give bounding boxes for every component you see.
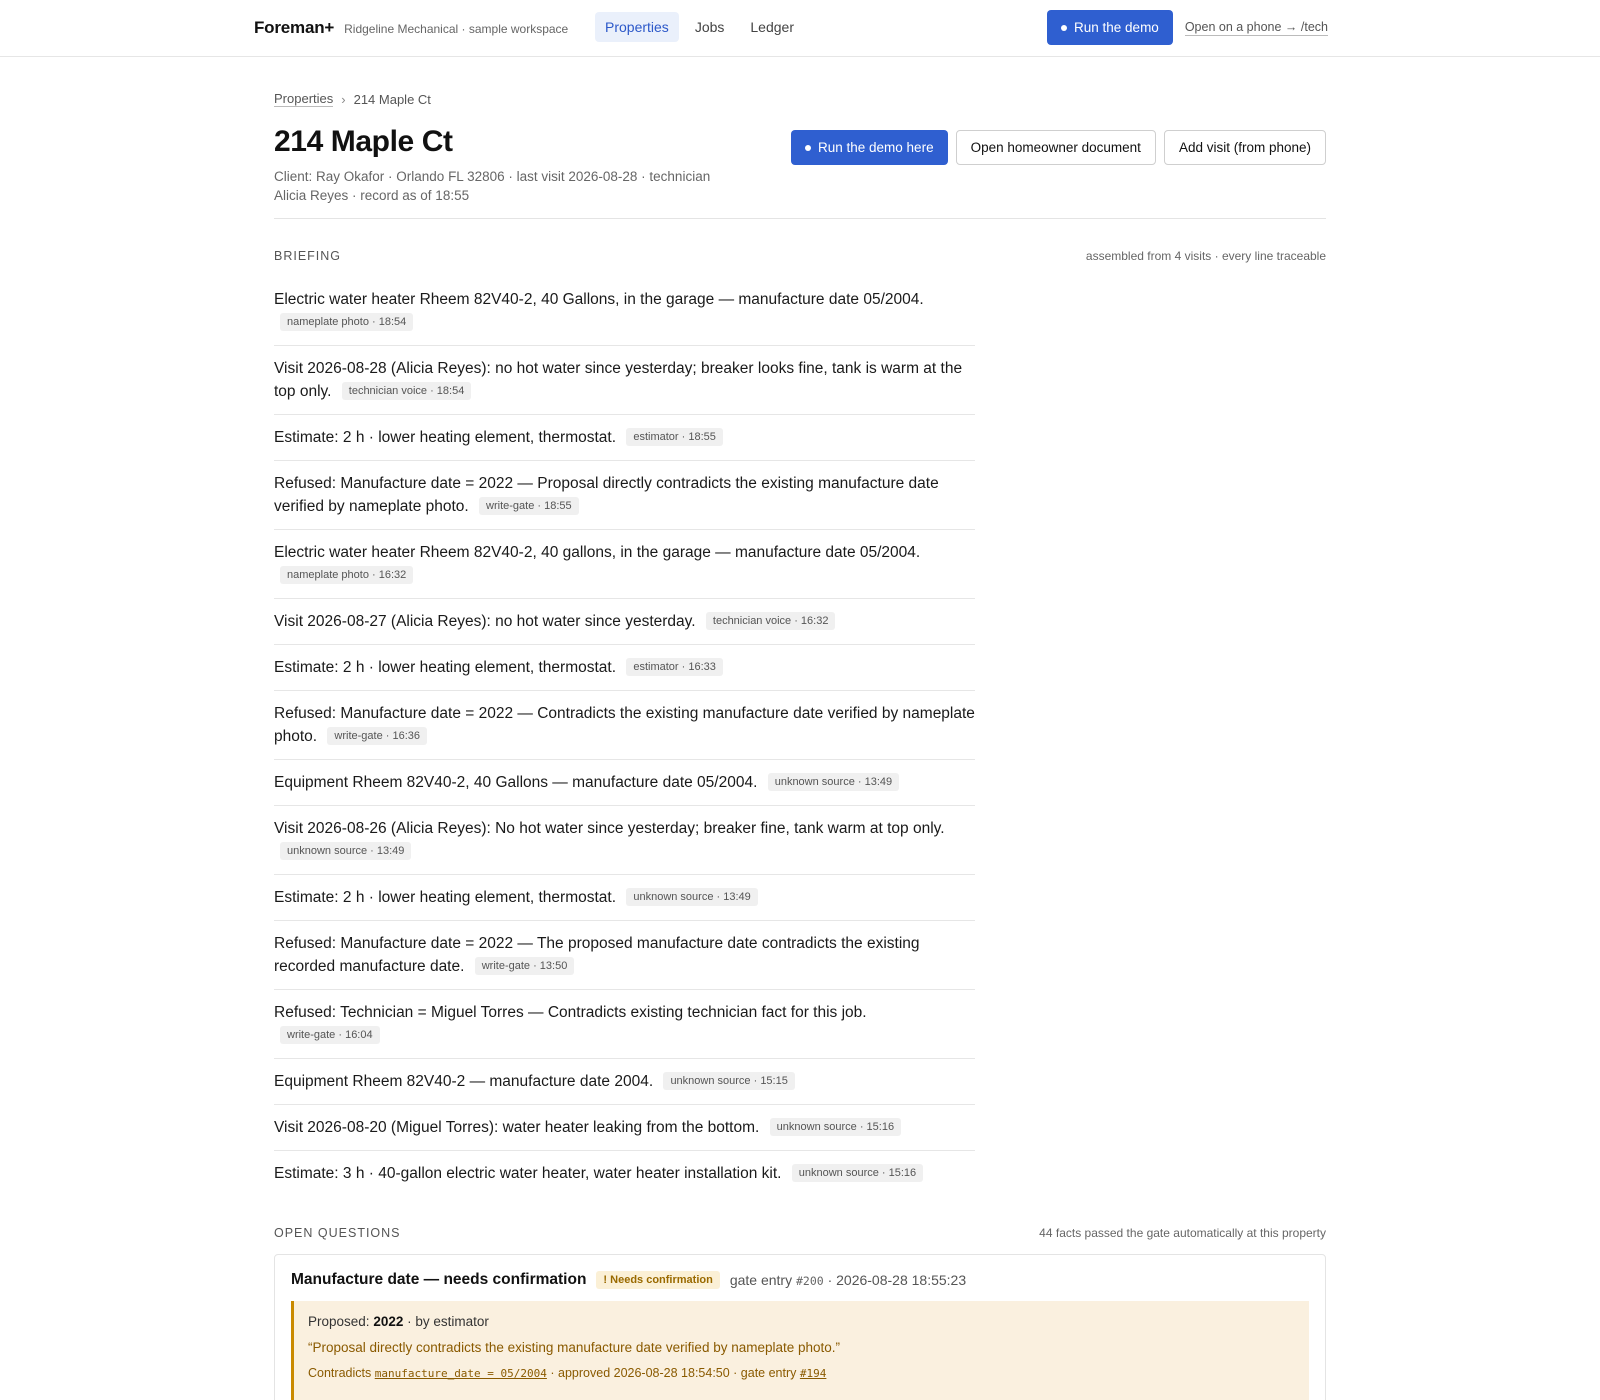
briefing-item [274, 1059, 975, 1105]
breadcrumb [274, 91, 1326, 107]
proposal-box [291, 1301, 1309, 1400]
open-on-phone-link[interactable]: Open on a phone → /tech [1184, 19, 1328, 34]
briefing-text: Refused: Technician = Miguel Torres — Contradicts existing technician fact for this job. [274, 1004, 867, 1021]
question-title: Manufacture date — needs confirmation [291, 1271, 587, 1288]
briefing-text: Refused: Manufacture date = 2022 — Proposal directly contradicts the existing manufacture date verified by nameplate photo. [274, 475, 939, 515]
briefing-item [274, 461, 975, 530]
briefing-item [274, 921, 975, 990]
open-questions-note: 44 facts passed the gate automatically at this property [1039, 1226, 1326, 1240]
nav-ledger[interactable]: Ledger [750, 19, 794, 35]
main-content [274, 91, 1326, 1400]
contradicts-meta: · approved 2026-08-28 18:54:50 · gate entry [550, 1366, 797, 1380]
open-homeowner-document-button[interactable]: Open homeowner document [956, 130, 1156, 165]
gate-entry [730, 1272, 966, 1288]
briefing-text: Equipment Rheem 82V40-2 — manufacture date 2004. [274, 1073, 654, 1090]
briefing-text: Visit 2026-08-27 (Alicia Reyes): no hot water since yesterday. [274, 613, 696, 630]
briefing-item [274, 990, 975, 1059]
proposal-reason: “Proposal directly contradicts the existing manufacture date verified by nameplate photo.” [308, 1340, 841, 1355]
briefing-item [274, 875, 975, 921]
briefing-text: Estimate: 3 h · 40-gallon electric water heater, water heater installation kit. [274, 1165, 782, 1182]
proposed-value: 2022 [373, 1314, 404, 1329]
run-demo-here-label: Run the demo here [818, 140, 934, 155]
brand [254, 18, 568, 38]
contradicts-gate-id[interactable]: #194 [799, 1367, 827, 1380]
needs-confirmation-badge: ! Needs confirmation [596, 1271, 719, 1289]
briefing-text: Electric water heater Rheem 82V40-2, 40 Gallons, in the garage — manufacture date 05/2004. [274, 291, 924, 308]
dot-icon [805, 145, 811, 151]
briefing-item [274, 1151, 975, 1196]
briefing-item [274, 346, 975, 415]
source-tag[interactable]: estimator · 18:55 [626, 428, 723, 446]
run-demo-label: Run the demo [1074, 20, 1159, 35]
briefing-item [274, 760, 975, 806]
briefing-header [274, 249, 1326, 263]
briefing-text: Estimate: 2 h · lower heating element, thermostat. [274, 889, 617, 906]
briefing-list [274, 277, 975, 1196]
open-questions-header [274, 1226, 1326, 1240]
gate-entry-id[interactable]: #200 [795, 1274, 824, 1288]
source-tag[interactable]: unknown source · 13:49 [280, 842, 411, 860]
top-bar [0, 0, 1600, 57]
page-title: 214 Maple Ct [274, 125, 453, 158]
briefing-item [274, 277, 975, 346]
add-visit-button[interactable]: Add visit (from phone) [1164, 130, 1326, 165]
proposal-line [308, 1311, 1295, 1333]
briefing-text: Estimate: 2 h · lower heating element, thermostat. [274, 659, 617, 676]
source-tag[interactable]: technician voice · 16:32 [706, 612, 836, 630]
gate-entry-prefix: gate entry [729, 1272, 793, 1288]
top-actions [1047, 10, 1328, 45]
property-header [274, 125, 1326, 219]
source-tag[interactable]: write-gate · 16:36 [327, 727, 427, 745]
question-card [274, 1254, 1326, 1400]
breadcrumb-properties[interactable]: Properties [274, 91, 334, 106]
briefing-item [274, 415, 975, 461]
proposed-by: · by estimator [407, 1314, 489, 1329]
dot-icon [1061, 25, 1067, 31]
contradicts-line [308, 1362, 1295, 1385]
source-tag[interactable]: unknown source · 13:49 [768, 773, 899, 791]
briefing-item [274, 645, 975, 691]
source-tag[interactable]: write-gate · 16:04 [280, 1026, 380, 1044]
source-tag[interactable]: unknown source · 15:15 [663, 1072, 794, 1090]
source-tag[interactable]: write-gate · 13:50 [475, 957, 575, 975]
briefing-item [274, 1105, 975, 1151]
briefing-text: Visit 2026-08-20 (Miguel Torres): water heater leaking from the bottom. [274, 1119, 760, 1136]
brand-name[interactable]: Foreman+ [254, 18, 335, 37]
briefing-text: Electric water heater Rheem 82V40-2, 40 gallons, in the garage — manufacture date 05/2004. [274, 544, 921, 561]
source-tag[interactable]: nameplate photo · 16:32 [280, 566, 413, 584]
briefing-item [274, 691, 975, 760]
contradicts-label: Contradicts [308, 1366, 372, 1380]
briefing-text: Refused: Manufacture date = 2022 — The proposed manufacture date contradicts the existing recorded manufacture date. [274, 935, 920, 975]
run-demo-button[interactable] [1047, 10, 1173, 45]
gate-entry-time: · 2026-08-28 18:55:23 [827, 1272, 967, 1288]
open-questions-title: OPEN QUESTIONS [274, 1226, 401, 1240]
source-tag[interactable]: write-gate · 18:55 [479, 497, 579, 515]
source-tag[interactable]: nameplate photo · 18:54 [280, 313, 413, 331]
briefing-text: Estimate: 2 h · lower heating element, thermostat. [274, 429, 617, 446]
run-demo-here-button[interactable] [791, 130, 948, 165]
source-tag[interactable]: unknown source · 15:16 [770, 1118, 901, 1136]
source-tag[interactable]: estimator · 16:33 [626, 658, 723, 676]
briefing-item [274, 806, 975, 875]
nav-properties[interactable]: Properties [595, 12, 679, 42]
property-meta: Client: Ray Okafor · Orlando FL 32806 · last visit 2026-08-28 · technician Alicia Reyes · record as of 18:55 [274, 169, 711, 203]
briefing-text: Equipment Rheem 82V40-2, 40 Gallons — manufacture date 05/2004. [274, 774, 758, 791]
nav-jobs[interactable]: Jobs [694, 19, 725, 35]
contradicts-fact[interactable]: manufacture_date = 05/2004 [374, 1367, 547, 1380]
source-tag[interactable]: unknown source · 15:16 [792, 1164, 923, 1182]
briefing-text: Visit 2026-08-28 (Alicia Reyes): no hot water since yesterday; breaker looks fine, tank is warm at the top only. [274, 360, 963, 400]
briefing-item [274, 599, 975, 645]
briefing-note: assembled from 4 visits · every line traceable [1085, 249, 1326, 263]
workspace-subtitle: Ridgeline Mechanical · sample workspace [344, 22, 569, 36]
briefing-text: Visit 2026-08-26 (Alicia Reyes): No hot water since yesterday; breaker fine, tank warm at top only. [274, 820, 945, 837]
briefing-item [274, 530, 975, 599]
source-tag[interactable]: unknown source · 13:49 [626, 888, 757, 906]
breadcrumb-current: 214 Maple Ct [353, 91, 431, 107]
property-actions [791, 130, 1326, 165]
proposed-label: Proposed: [308, 1314, 370, 1329]
main-nav [595, 12, 804, 42]
source-tag[interactable]: technician voice · 18:54 [342, 382, 472, 400]
briefing-title: BRIEFING [274, 249, 342, 263]
briefing-text: Refused: Manufacture date = 2022 — Contradicts the existing manufacture date verified by nameplate photo. [274, 705, 975, 745]
chevron-right-icon: › [341, 91, 346, 107]
question-header [291, 1271, 1309, 1289]
